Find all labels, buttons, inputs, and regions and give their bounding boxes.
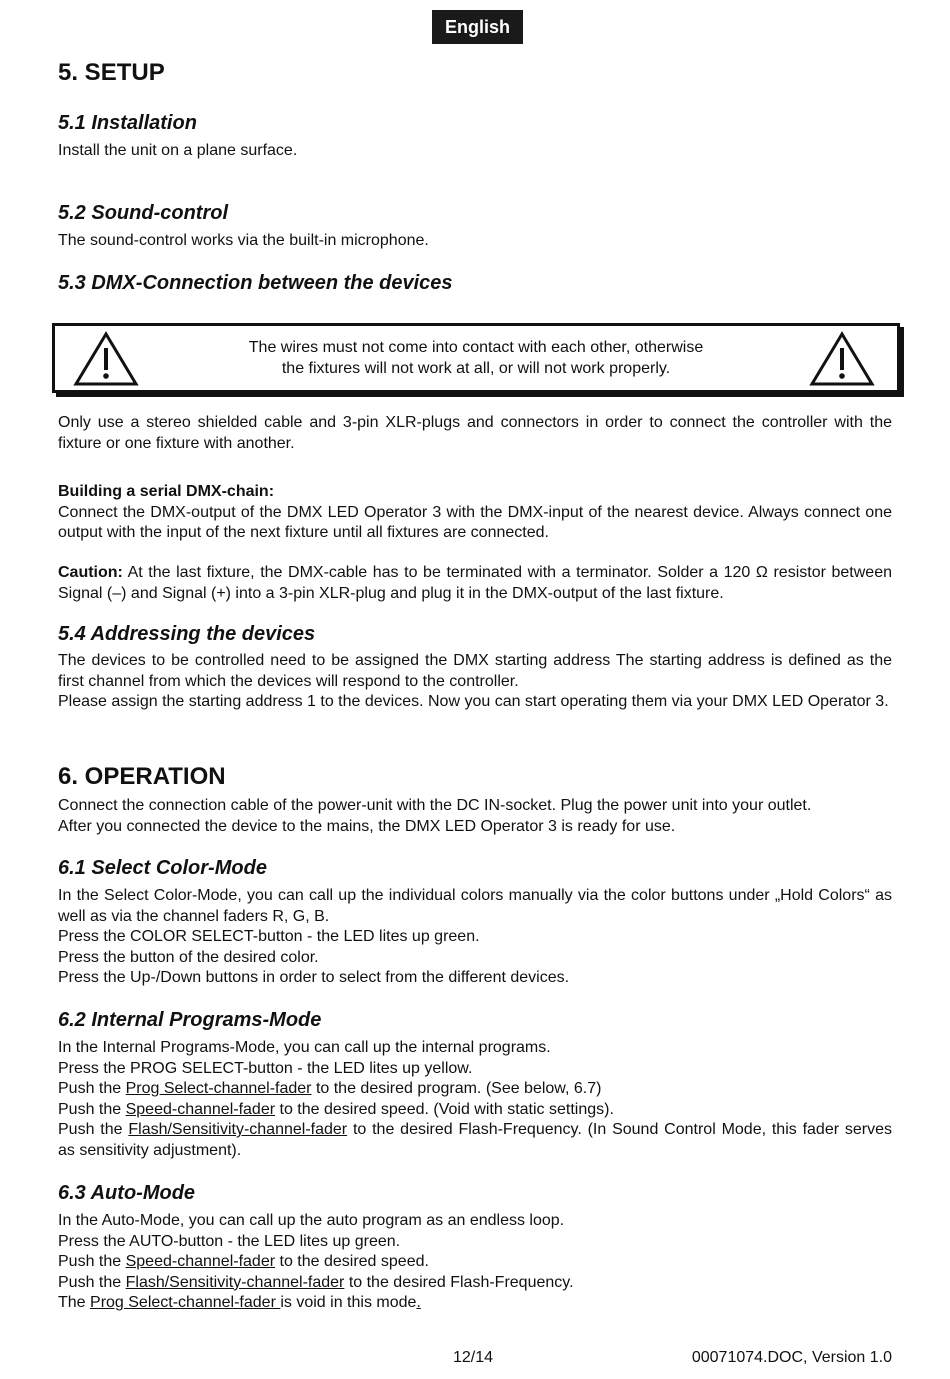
dmx-chain-text: Connect the DMX-output of the DMX LED Operator 3 with the DMX-input of the nearest device. Always connect one output with the input of the next fixture until all fixtures are connected. bbox=[58, 503, 892, 541]
dmx-chain-block bbox=[58, 482, 892, 544]
section-5-2-title: 5.2 Sound-control bbox=[58, 202, 228, 224]
speed-fader-link: Speed-channel-fader bbox=[125, 1253, 276, 1270]
section-6-3-text: In the Auto-Mode, you can call up the auto program as an endless loop. Press the AUTO-button - the LED lites up green. Push the Speed-channel-fader to the desired speed. Push the Flash/Sensitivity-channel-fader to the desired Flash-Frequency. The Prog Select-channel-fader is void in this mode. bbox=[58, 1212, 574, 1311]
dmx-chain-heading: Building a serial DMX-chain: bbox=[58, 483, 275, 500]
section-5-2-text: The sound-control works via the built-in microphone. bbox=[58, 232, 429, 249]
prog-select-fader-link: Prog Select-channel-fader bbox=[90, 1294, 281, 1311]
flash-sensitivity-fader-link: Flash/Sensitivity-channel-fader bbox=[125, 1273, 345, 1291]
section-6-intro: Connect the connection cable of the power-unit with the DC IN-socket. Plug the power unit into your outlet. After you connected the device to the mains, the DMX LED Operator 3 is ready for use. bbox=[58, 797, 812, 835]
warning-box bbox=[52, 323, 900, 393]
prog-select-fader-link: Prog Select-channel-fader bbox=[125, 1080, 312, 1097]
flash-sensitivity-fader-link: Flash/Sensitivity-channel-fader bbox=[128, 1121, 348, 1138]
document-id: 00071074.DOC, Version 1.0 bbox=[691, 1349, 892, 1366]
speed-fader-link: Speed-channel-fader bbox=[125, 1100, 276, 1118]
section-5-title: 5. SETUP bbox=[58, 59, 165, 86]
page-number: 12/14 bbox=[453, 1349, 494, 1366]
section-6-1-text: In the Select Color-Mode, you can call up the individual colors manually via the color buttons under „Hold Colors“ as well as via the channel faders R, G, B. Press the COLOR SELECT-button - the LED lites up green. Press the button of the desired color. Press the Up-/Down buttons in order to select from the different devices. bbox=[58, 887, 892, 986]
section-6-title: 6. OPERATION bbox=[58, 763, 226, 790]
warning-triangle-icon bbox=[73, 331, 139, 387]
caution-label: Caution: bbox=[58, 564, 123, 581]
section-6-1-title: 6.1 Select Color-Mode bbox=[58, 857, 267, 879]
section-5-1-title: 5.1 Installation bbox=[58, 112, 197, 134]
section-5-3-title: 5.3 DMX-Connection between the devices bbox=[58, 272, 453, 294]
warning-triangle-icon bbox=[809, 331, 875, 387]
section-6-2-text: In the Internal Programs-Mode, you can call up the internal programs. Press the PROG SELECT-button - the LED lites up yellow. Push the Prog Select-channel-fader to the desired program. (See below, 6.7) Push the Speed-channel-fader to the desired speed. (Void with static settings). Push the Flash/Sensitivity-channel-fader to the desired Flash-Frequency. (In Sound Control Mode, this fader serves as sensitivity adjustment). bbox=[58, 1039, 892, 1159]
caution-paragraph: Caution: At the last fixture, the DMX-cable has to be terminated with a terminator. Solder a 120 Ω resistor between Signal (–) and Signal (+) into a 3-pin XLR-plug and plug it in the DMX-output of the last fixture. bbox=[58, 564, 892, 602]
section-5-4-title: 5.4 Addressing the devices bbox=[58, 623, 316, 645]
section-5-1-text: Install the unit on a plane surface. bbox=[58, 142, 298, 159]
section-6-3-title: 6.3 Auto-Mode bbox=[58, 1182, 196, 1204]
section-5-4-text: The devices to be controlled need to be assigned the DMX starting address The starting address is defined as the first channel from which the devices will respond to the controller. Please assign the starting address 1 to the devices. Now you can start operating them via your DMX LED Operator 3. bbox=[58, 652, 892, 710]
section-6-2-title: 6.2 Internal Programs-Mode bbox=[58, 1009, 322, 1031]
language-badge: English bbox=[432, 10, 523, 44]
warning-text: The wires must not come into contact with each other, otherwise the fixtures will not work at all, or will not work properly. bbox=[248, 339, 704, 377]
cable-paragraph: Only use a stereo shielded cable and 3-pin XLR-plugs and connectors in order to connect the controller with the fixture or one fixture with another. bbox=[58, 414, 892, 452]
